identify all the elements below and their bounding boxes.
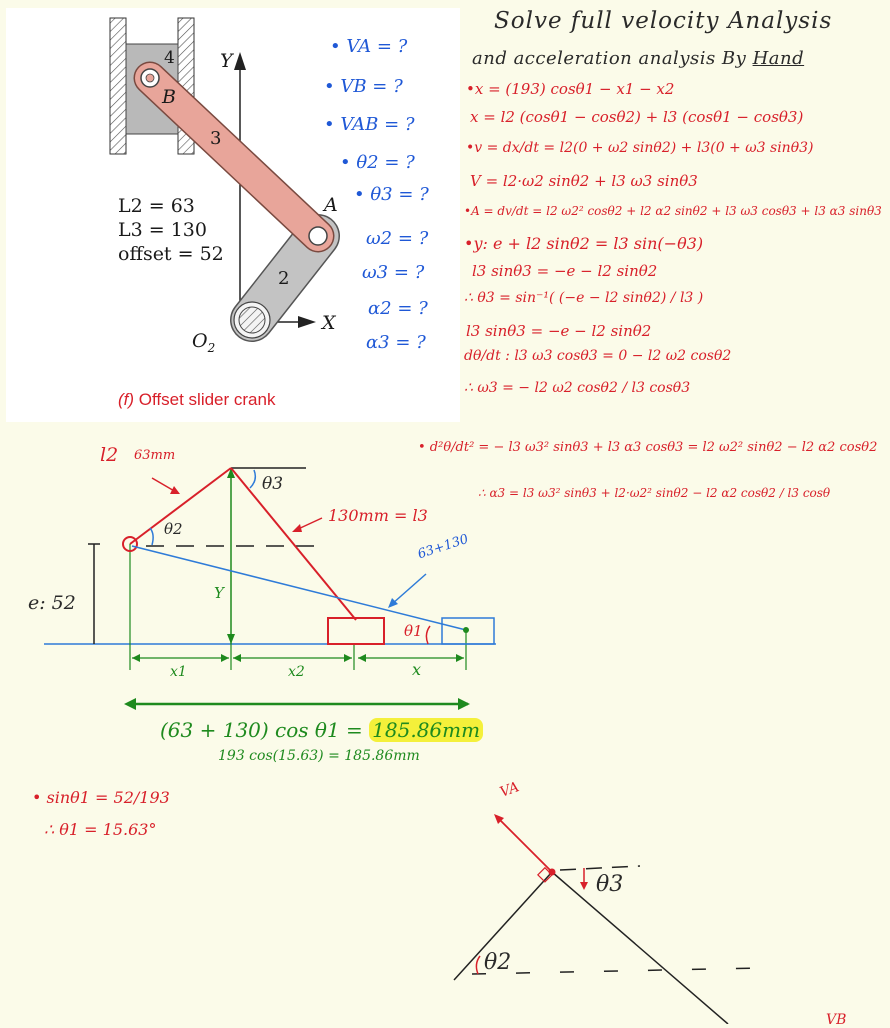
unknown-vb: • VB = ? bbox=[324, 76, 403, 97]
param-l2: L2 = 63 bbox=[118, 195, 195, 217]
velocity-reference-dashed bbox=[560, 866, 640, 870]
equation-12: • d²θ/dt² = − l3 ω3² sinθ3 + l3 α3 cosθ3 = l2 ω2² sinθ2 − l2 α2 cosθ2 bbox=[418, 440, 878, 455]
total-length-result: 185.86mm bbox=[369, 718, 483, 742]
unknown-theta2: • θ2 = ? bbox=[340, 152, 415, 173]
label-y-axis: Y bbox=[220, 50, 233, 72]
page-title: Solve full velocity Analysis bbox=[494, 8, 833, 34]
sketch-x2: x2 bbox=[288, 664, 305, 680]
unknown-alpha2: α2 = ? bbox=[368, 298, 428, 319]
sketch-y-label: Y bbox=[214, 584, 224, 602]
label-link-2: 2 bbox=[278, 268, 290, 289]
equation-6: •y: e + l2 sinθ2 = l3 sin(−θ3) bbox=[464, 234, 704, 253]
sketch-x1: x1 bbox=[170, 664, 187, 680]
equation-1: •x = (193) cosθ1 − x1 − x2 bbox=[466, 80, 675, 98]
label-link-3: 3 bbox=[210, 128, 222, 149]
equation-2: x = l2 (cosθ1 − cosθ2) + l3 (cosθ1 − cosθ3) bbox=[470, 108, 804, 126]
velocity-vb-label: VB bbox=[826, 1012, 847, 1028]
equation-13: ∴ α3 = l3 ω3² sinθ3 + l2·ω2² sinθ2 − l2 α2 cosθ2 / l3 cosθ bbox=[478, 486, 831, 500]
label-x-axis: X bbox=[322, 312, 336, 334]
equation-5: •A = dv/dt = l2 ω2² cosθ2 + l2 α2 sinθ2 + l3 ω3 cosθ3 + l3 α3 sinθ3 bbox=[464, 204, 882, 218]
velocity-ground-dashed bbox=[472, 968, 760, 974]
sin-theta1: • sinθ1 = 52/193 bbox=[32, 788, 170, 807]
figure-caption: (f) Offset slider crank bbox=[118, 390, 276, 409]
unknown-alpha3: α3 = ? bbox=[366, 332, 426, 353]
equation-3: •v = dx/dt = l2(0 + ω2 sinθ2) + l3(0 + ω3 sinθ3) bbox=[466, 140, 814, 156]
unknown-omega3: ω3 = ? bbox=[362, 262, 425, 283]
theta1-value: ∴ θ1 = 15.63° bbox=[44, 820, 157, 839]
equation-11: ∴ ω3 = − l2 ω2 cosθ2 / l3 cosθ3 bbox=[464, 380, 691, 396]
unknown-va: • VA = ? bbox=[330, 36, 408, 57]
sketch-theta3: θ3 bbox=[262, 474, 284, 494]
label-point-a: A bbox=[324, 194, 338, 216]
sketch-e-label: e: 52 bbox=[28, 592, 76, 614]
unknown-vab: • VAB = ? bbox=[324, 114, 415, 135]
va-vector bbox=[498, 818, 552, 872]
param-l3: L3 = 130 bbox=[118, 219, 207, 241]
label-point-b: B bbox=[162, 86, 176, 108]
page-subtitle: and acceleration analysis By Hand bbox=[472, 48, 805, 69]
equation-7: l3 sinθ3 = −e − l2 sinθ2 bbox=[472, 262, 658, 280]
unknown-theta3: • θ3 = ? bbox=[354, 184, 429, 205]
sketch-l2-length: 63mm bbox=[134, 448, 176, 463]
velocity-va-label: VA bbox=[497, 779, 522, 801]
sketch-theta1: θ1 bbox=[404, 622, 423, 640]
label-link-4: 4 bbox=[164, 48, 175, 68]
equation-9: l3 sinθ3 = −e − l2 sinθ2 bbox=[466, 322, 652, 340]
velocity-theta3: θ3 bbox=[596, 872, 624, 897]
sketch-theta2: θ2 bbox=[164, 520, 183, 538]
sketch-diagonal-label: 63+130 bbox=[416, 531, 471, 563]
velocity-theta2: θ2 bbox=[484, 950, 512, 975]
param-offset: offset = 52 bbox=[118, 243, 224, 265]
total-length-equation: (63 + 130) cos θ1 = 185.86mm bbox=[160, 718, 483, 742]
label-origin: $O_2$ bbox=[192, 330, 216, 355]
unknown-omega2: ω2 = ? bbox=[366, 228, 429, 249]
sketch-l3-label: 130mm = l3 bbox=[328, 506, 428, 525]
sketch-l2-label: l2 bbox=[100, 444, 119, 466]
equation-10: dθ/dt : l3 ω3 cosθ3 = 0 − l2 ω2 cosθ2 bbox=[464, 348, 732, 364]
equation-4: V = l2·ω2 sinθ2 + l3 ω3 sinθ3 bbox=[470, 172, 698, 190]
sketch-x: x bbox=[412, 660, 422, 679]
total-length-check: 193 cos(15.63) = 185.86mm bbox=[218, 748, 420, 764]
equation-8: ∴ θ3 = sin⁻¹( (−e − l2 sinθ2) / l3 ) bbox=[464, 290, 704, 306]
